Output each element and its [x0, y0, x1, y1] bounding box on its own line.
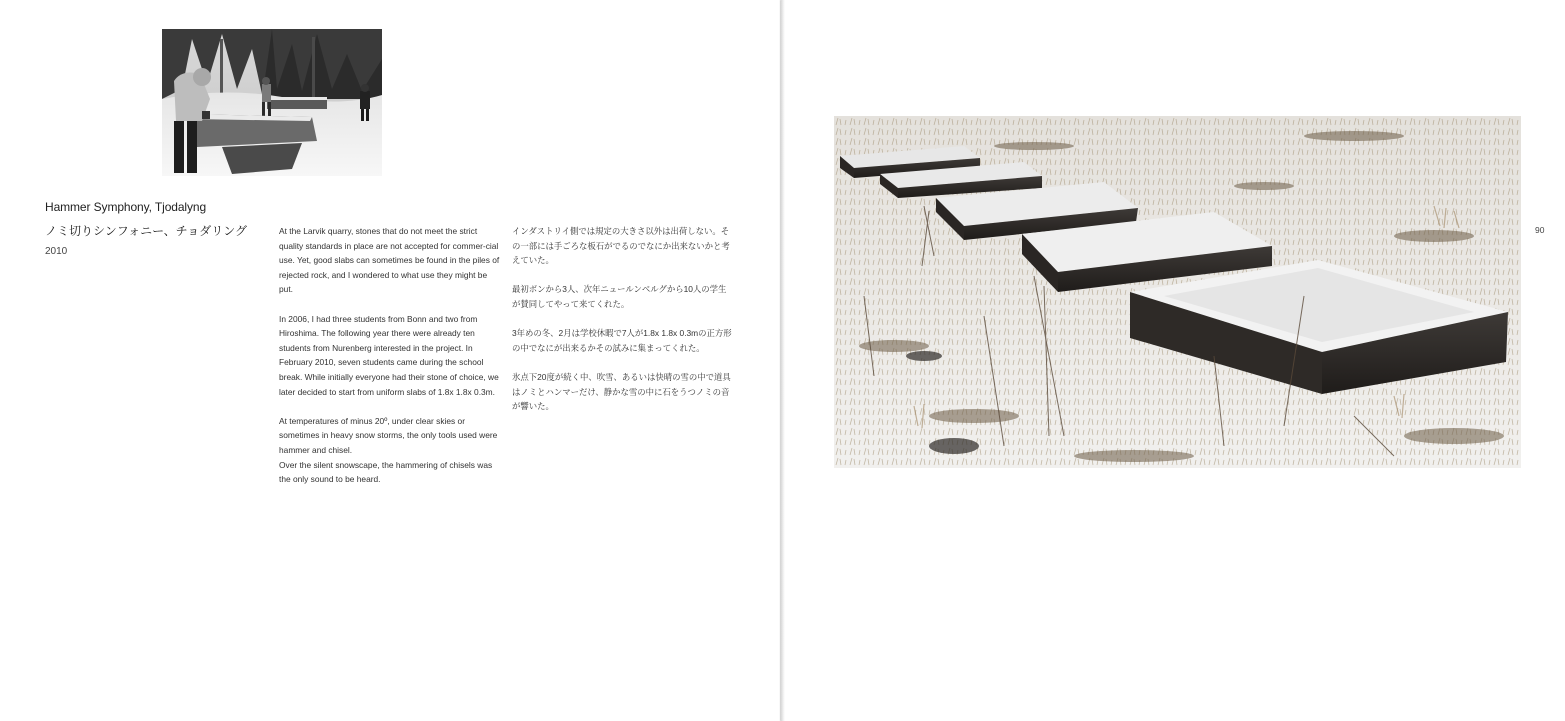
artwork-title: Hammer Symphony, Tjodalyng [45, 200, 207, 214]
english-text-column [279, 224, 501, 501]
paragraph: Over the silent snowscape, the hammering of chisels was the only sound to be heard. [279, 459, 493, 485]
page-number: 90 [1535, 225, 1545, 235]
artwork-year: 2010 [45, 246, 68, 257]
paragraph: 氷点下20度が続く中、吹雪、あるいは快晴の雪の中で道具はノミとハンマーだけ、静かな雪の中に石をうつノミの音が響いた。 [512, 371, 731, 412]
paragraph: インダストリイ側では規定の大きさ以外は出荷しない。その一部には手ごろな板石がでるのでなにか出来ないかと考えていた。 [512, 226, 730, 266]
artwork-title-jp: ノミ切りシンフォニー、チョダリング [45, 224, 248, 238]
paragraph: In 2006, I had three students from Bonn and two from Hiroshima. The following year there were already ten students from Nurenberg interested in the project. In February 2010, seven students came during the school break. While initially everyone had their stone of choice, we later decided to start from uniform slabs of 1.8x 1.8x 0.3m. [279, 313, 499, 397]
paragraph: 3年めの冬、2月は学校休暇で7人が1.8x 1.8x 0.3mの正方形の中でなにが出来るかその試みに集まってくれた。 [512, 328, 732, 353]
paragraph: At temperatures of minus 20º, under clear skies or sometimes in heavy snow storms, the only tools used were hammer and chisel. [279, 415, 498, 455]
japanese-text-column [512, 224, 734, 428]
paragraph: At the Larvik quarry, stones that do not meet the strict quality standards in place are not accepted for commer-cial use. Yet, good slabs can sometimes be found in the piles of rejected rock, and I wondered to what use they might be put. [279, 226, 500, 295]
workshop-photo [162, 29, 382, 176]
left-page [0, 0, 782, 721]
paragraph: 最初ボンから3人、次年ニュールンベルグから10人の学生が賛同してやって来てくれた。 [512, 284, 727, 309]
stone-slabs-photo [834, 116, 1521, 468]
